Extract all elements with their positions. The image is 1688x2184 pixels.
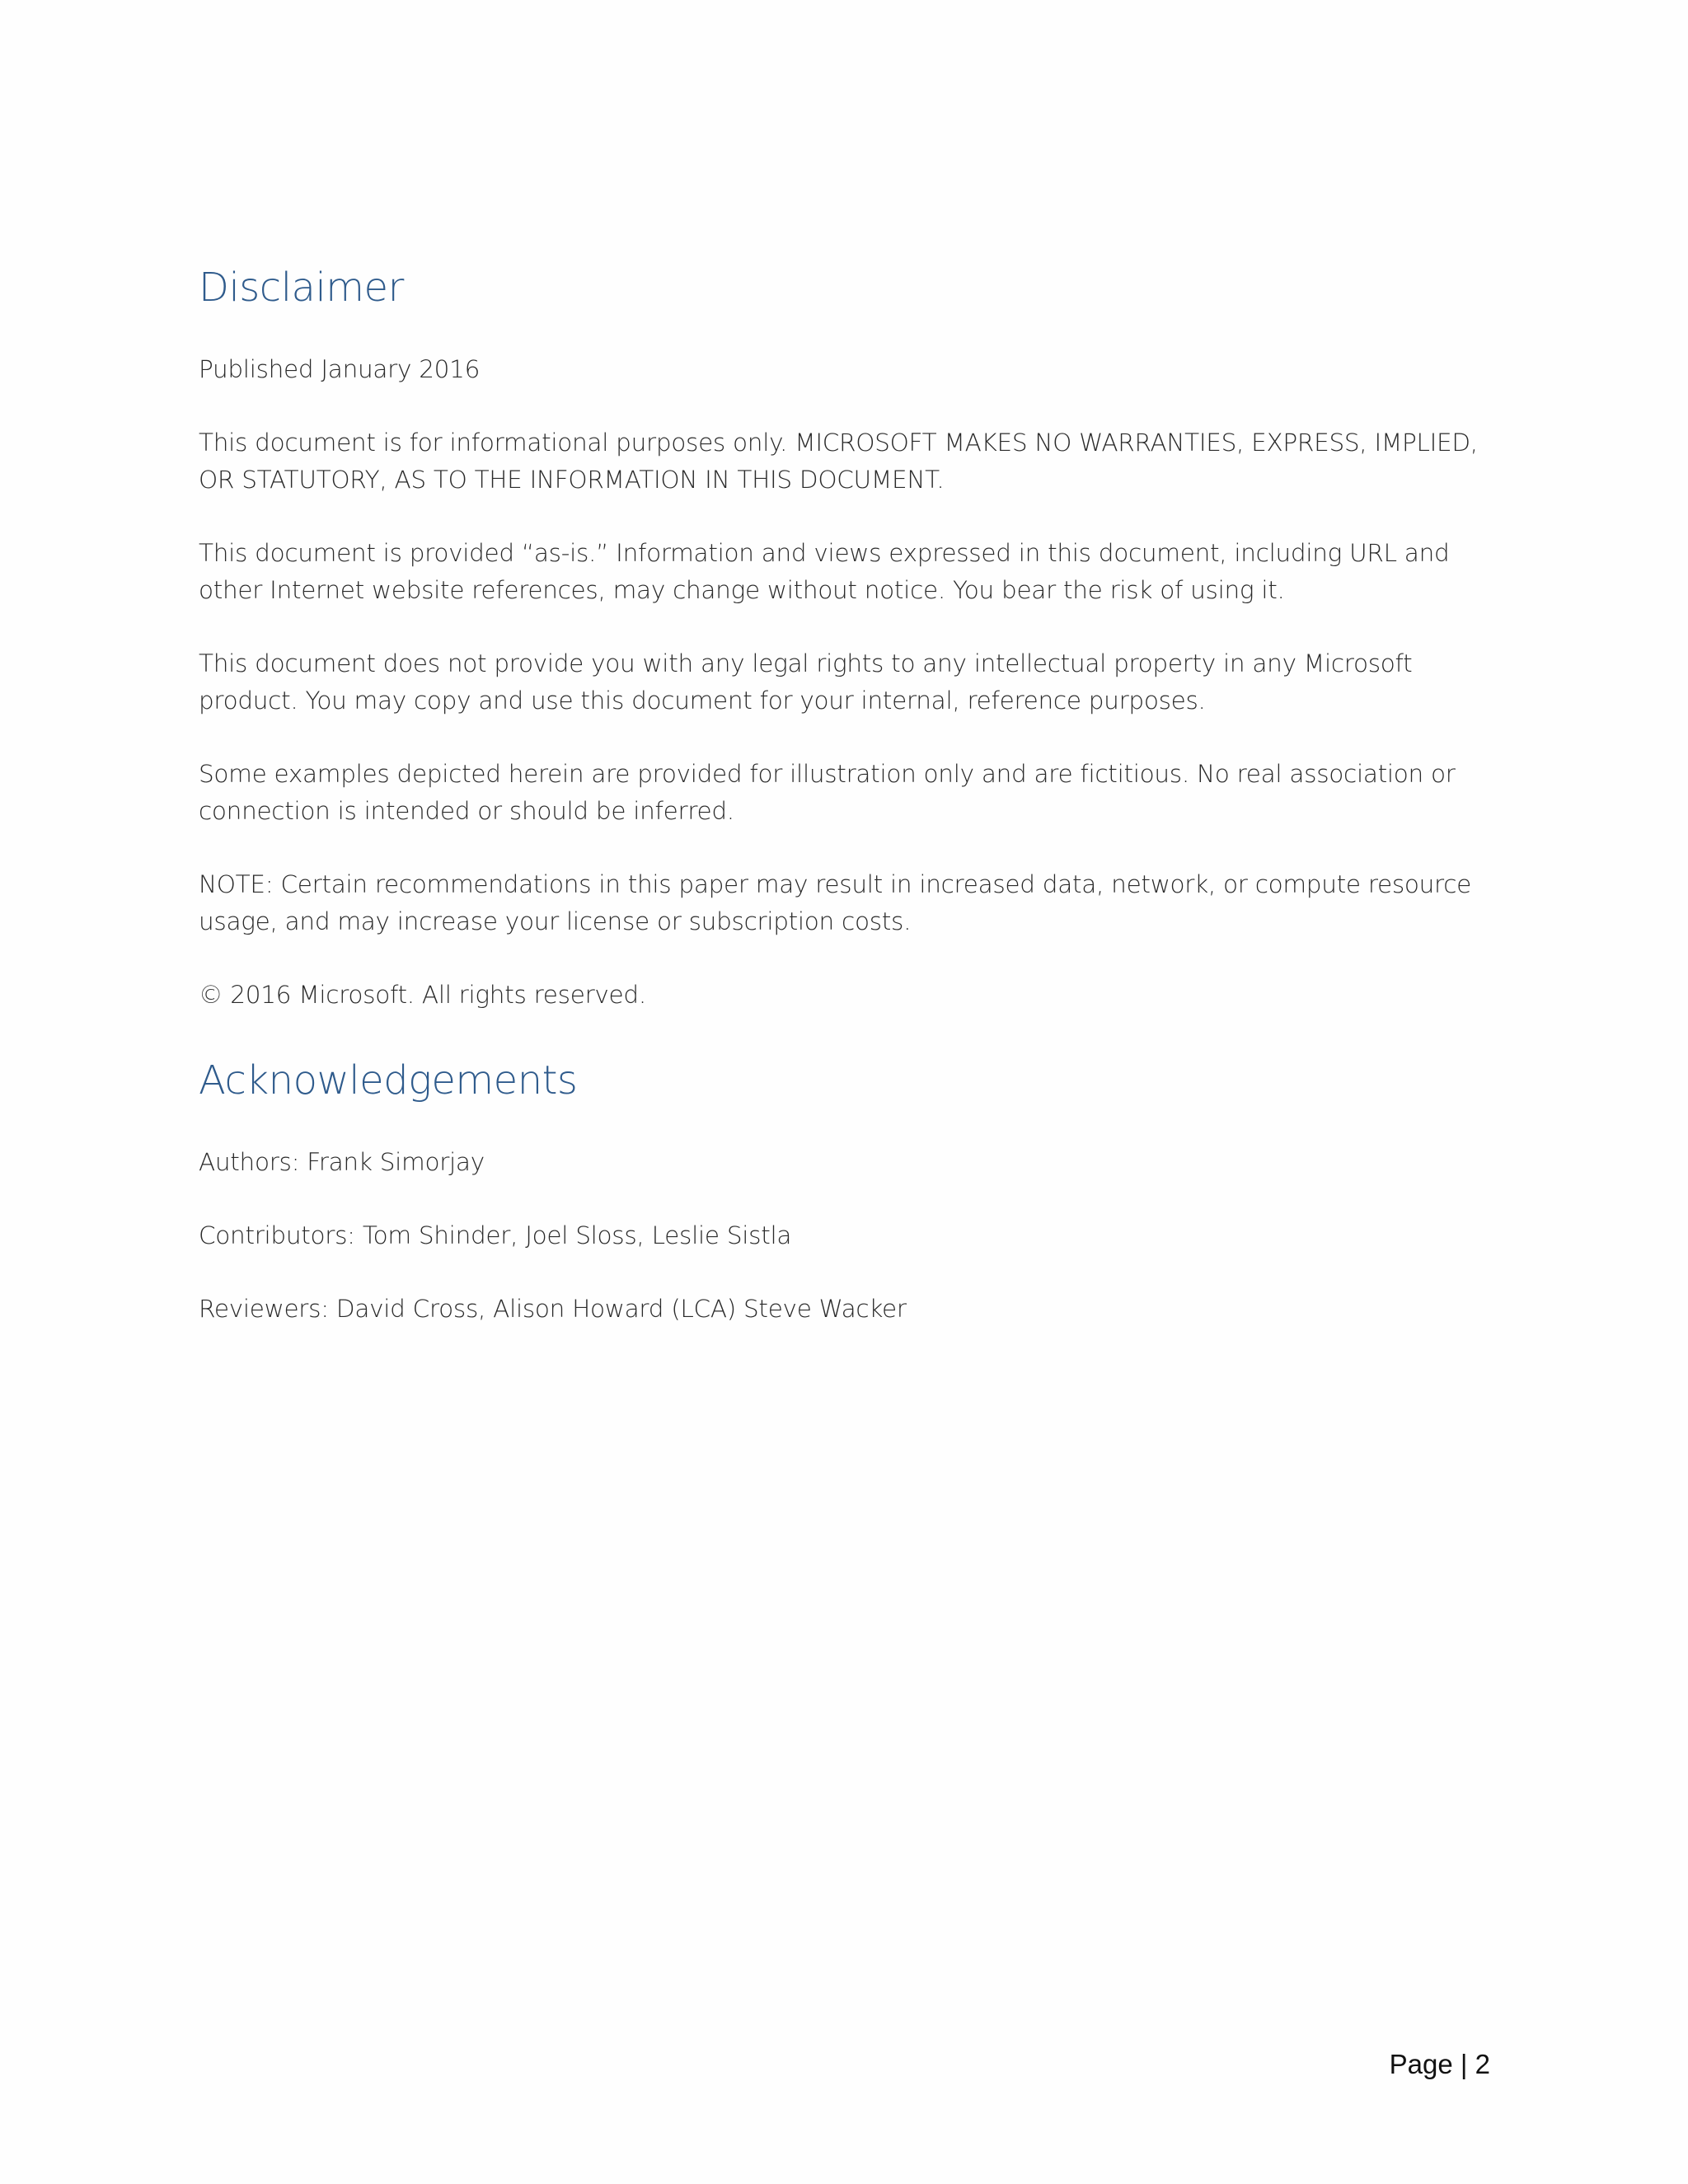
authors-line: Authors: Frank Simorjay [199,1148,485,1176]
acknowledgements-heading: Acknowledgements [199,1057,578,1104]
page-content [199,262,1489,1328]
reviewers-line: Reviewers: David Cross, Alison Howard (LCA) Steve Wacker [199,1295,907,1323]
disclaimer-paragraph-examples: Some examples depicted herein are provided for illustration only and are fictitious. No real association or connection is intended or should be inferred. [199,760,1456,825]
disclaimer-paragraph-note: NOTE: Certain recommendations in this paper may result in increased data, network, or compute resource usage, and may increase your license or subscription costs. [199,870,1472,935]
disclaimer-heading: Disclaimer [199,265,404,311]
published-date: Published January 2016 [199,355,481,383]
contributors-line: Contributors: Tom Shinder, Joel Sloss, Leslie Sistla [199,1221,792,1249]
disclaimer-paragraph-legal-rights: This document does not provide you with any legal rights to any intellectual property in any Microsoft product. You may copy and use this document for your internal, reference purposes. [199,649,1413,715]
disclaimer-paragraph-as-is: This document is provided “as-is.” Information and views expressed in this document, including URL and other Internet website references, may change without notice. You bear the risk of using it. [199,539,1450,604]
copyright-notice: © 2016 Microsoft. All rights reserved. [199,981,646,1009]
disclaimer-paragraph-warranties: This document is for informational purposes only. MICROSOFT MAKES NO WARRANTIES, EXPRESS, IMPLIED, OR STATUTORY, AS TO THE INFORMATION IN THIS DOCUMENT. [199,429,1478,494]
page-number: Page | 2 [1389,2049,1490,2079]
